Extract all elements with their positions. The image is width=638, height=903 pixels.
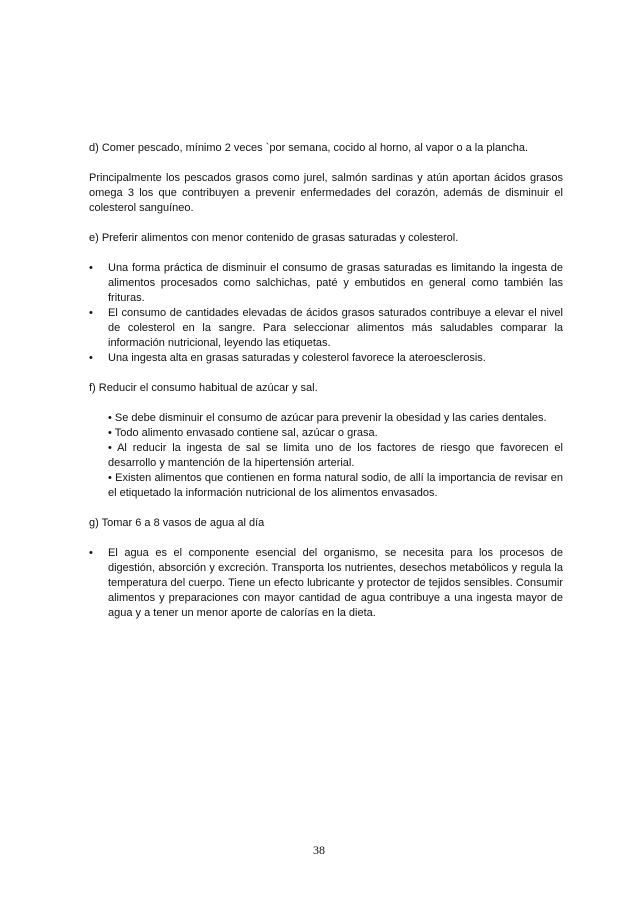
list-item [89, 351, 563, 366]
bullet-icon: • [89, 352, 93, 364]
document-page [89, 141, 563, 636]
list-item: • Al reducir la ingesta de sal se limita uno de los factores de riesgo que favorecen el desarrollo y mantención de la hipertensión arterial. [108, 442, 563, 469]
list-item-text: Una ingesta alta en grasas saturadas y colesterol favorece la ateroesclerosis. [108, 352, 486, 364]
list-item-text: El agua es el componente esencial del organismo, se necesita para los procesos de digestión, absorción y excreción. Transporta los nutrientes, desechos metabólicos y regula la temperatura del cuerpo. Tiene un efecto lubricante y protector de tejidos sensibles. Consumir alimentos y preparaciones con mayor cantidad de agua contribuye a una ingesta mayor de agua y a tener un menor aporte de calorías en la dieta. [108, 547, 563, 619]
section-d-paragraph: Principalmente los pescados grasos como jurel, salmón sardinas y atún aportan ácidos grasos omega 3 los que contribuyen a prevenir enfermedades del corazón, además de disminuir el colesterol sanguíneo. [89, 172, 563, 214]
bullet-icon: • [89, 547, 93, 559]
list-item-text: El consumo de cantidades elevadas de ácidos grasos saturados contribuye a elevar el nivel de colesterol en la sangre. Para seleccionar alimentos más saludables comparar la información nutricional, leyendo las etiquetas. [108, 307, 563, 349]
list-item: • Todo alimento envasado contiene sal, azúcar o grasa. [108, 427, 378, 439]
section-d-heading: d) Comer pescado, mínimo 2 veces `por semana, cocido al horno, al vapor o a la plancha. [89, 142, 529, 154]
list-item [89, 546, 563, 621]
bullet-icon: • [89, 307, 93, 319]
section-f-bullet-block [89, 411, 563, 501]
section-g-bullet-list [89, 546, 563, 621]
section-e-heading: e) Preferir alimentos con menor contenido de grasas saturadas y colesterol. [89, 232, 459, 244]
section-f-heading: f) Reducir el consumo habitual de azúcar y sal. [89, 382, 318, 394]
list-item: • Existen alimentos que contienen en forma natural sodio, de allí la importancia de revisar en el etiquetado la información nutricional de los alimentos envasados. [108, 472, 563, 499]
section-e-bullet-list [89, 261, 563, 366]
list-item: • Se debe disminuir el consumo de azúcar para prevenir la obesidad y las caries dentales. [108, 412, 547, 424]
list-item-text: Una forma práctica de disminuir el consumo de grasas saturadas es limitando la ingesta de alimentos procesados como salchichas, paté y embutidos en general como también las frituras. [108, 262, 563, 304]
section-g-heading: g) Tomar 6 a 8 vasos de agua al día [89, 517, 265, 529]
list-item [89, 261, 563, 306]
page-number: 38 [313, 843, 325, 857]
bullet-icon: • [89, 262, 93, 274]
list-item [89, 306, 563, 351]
